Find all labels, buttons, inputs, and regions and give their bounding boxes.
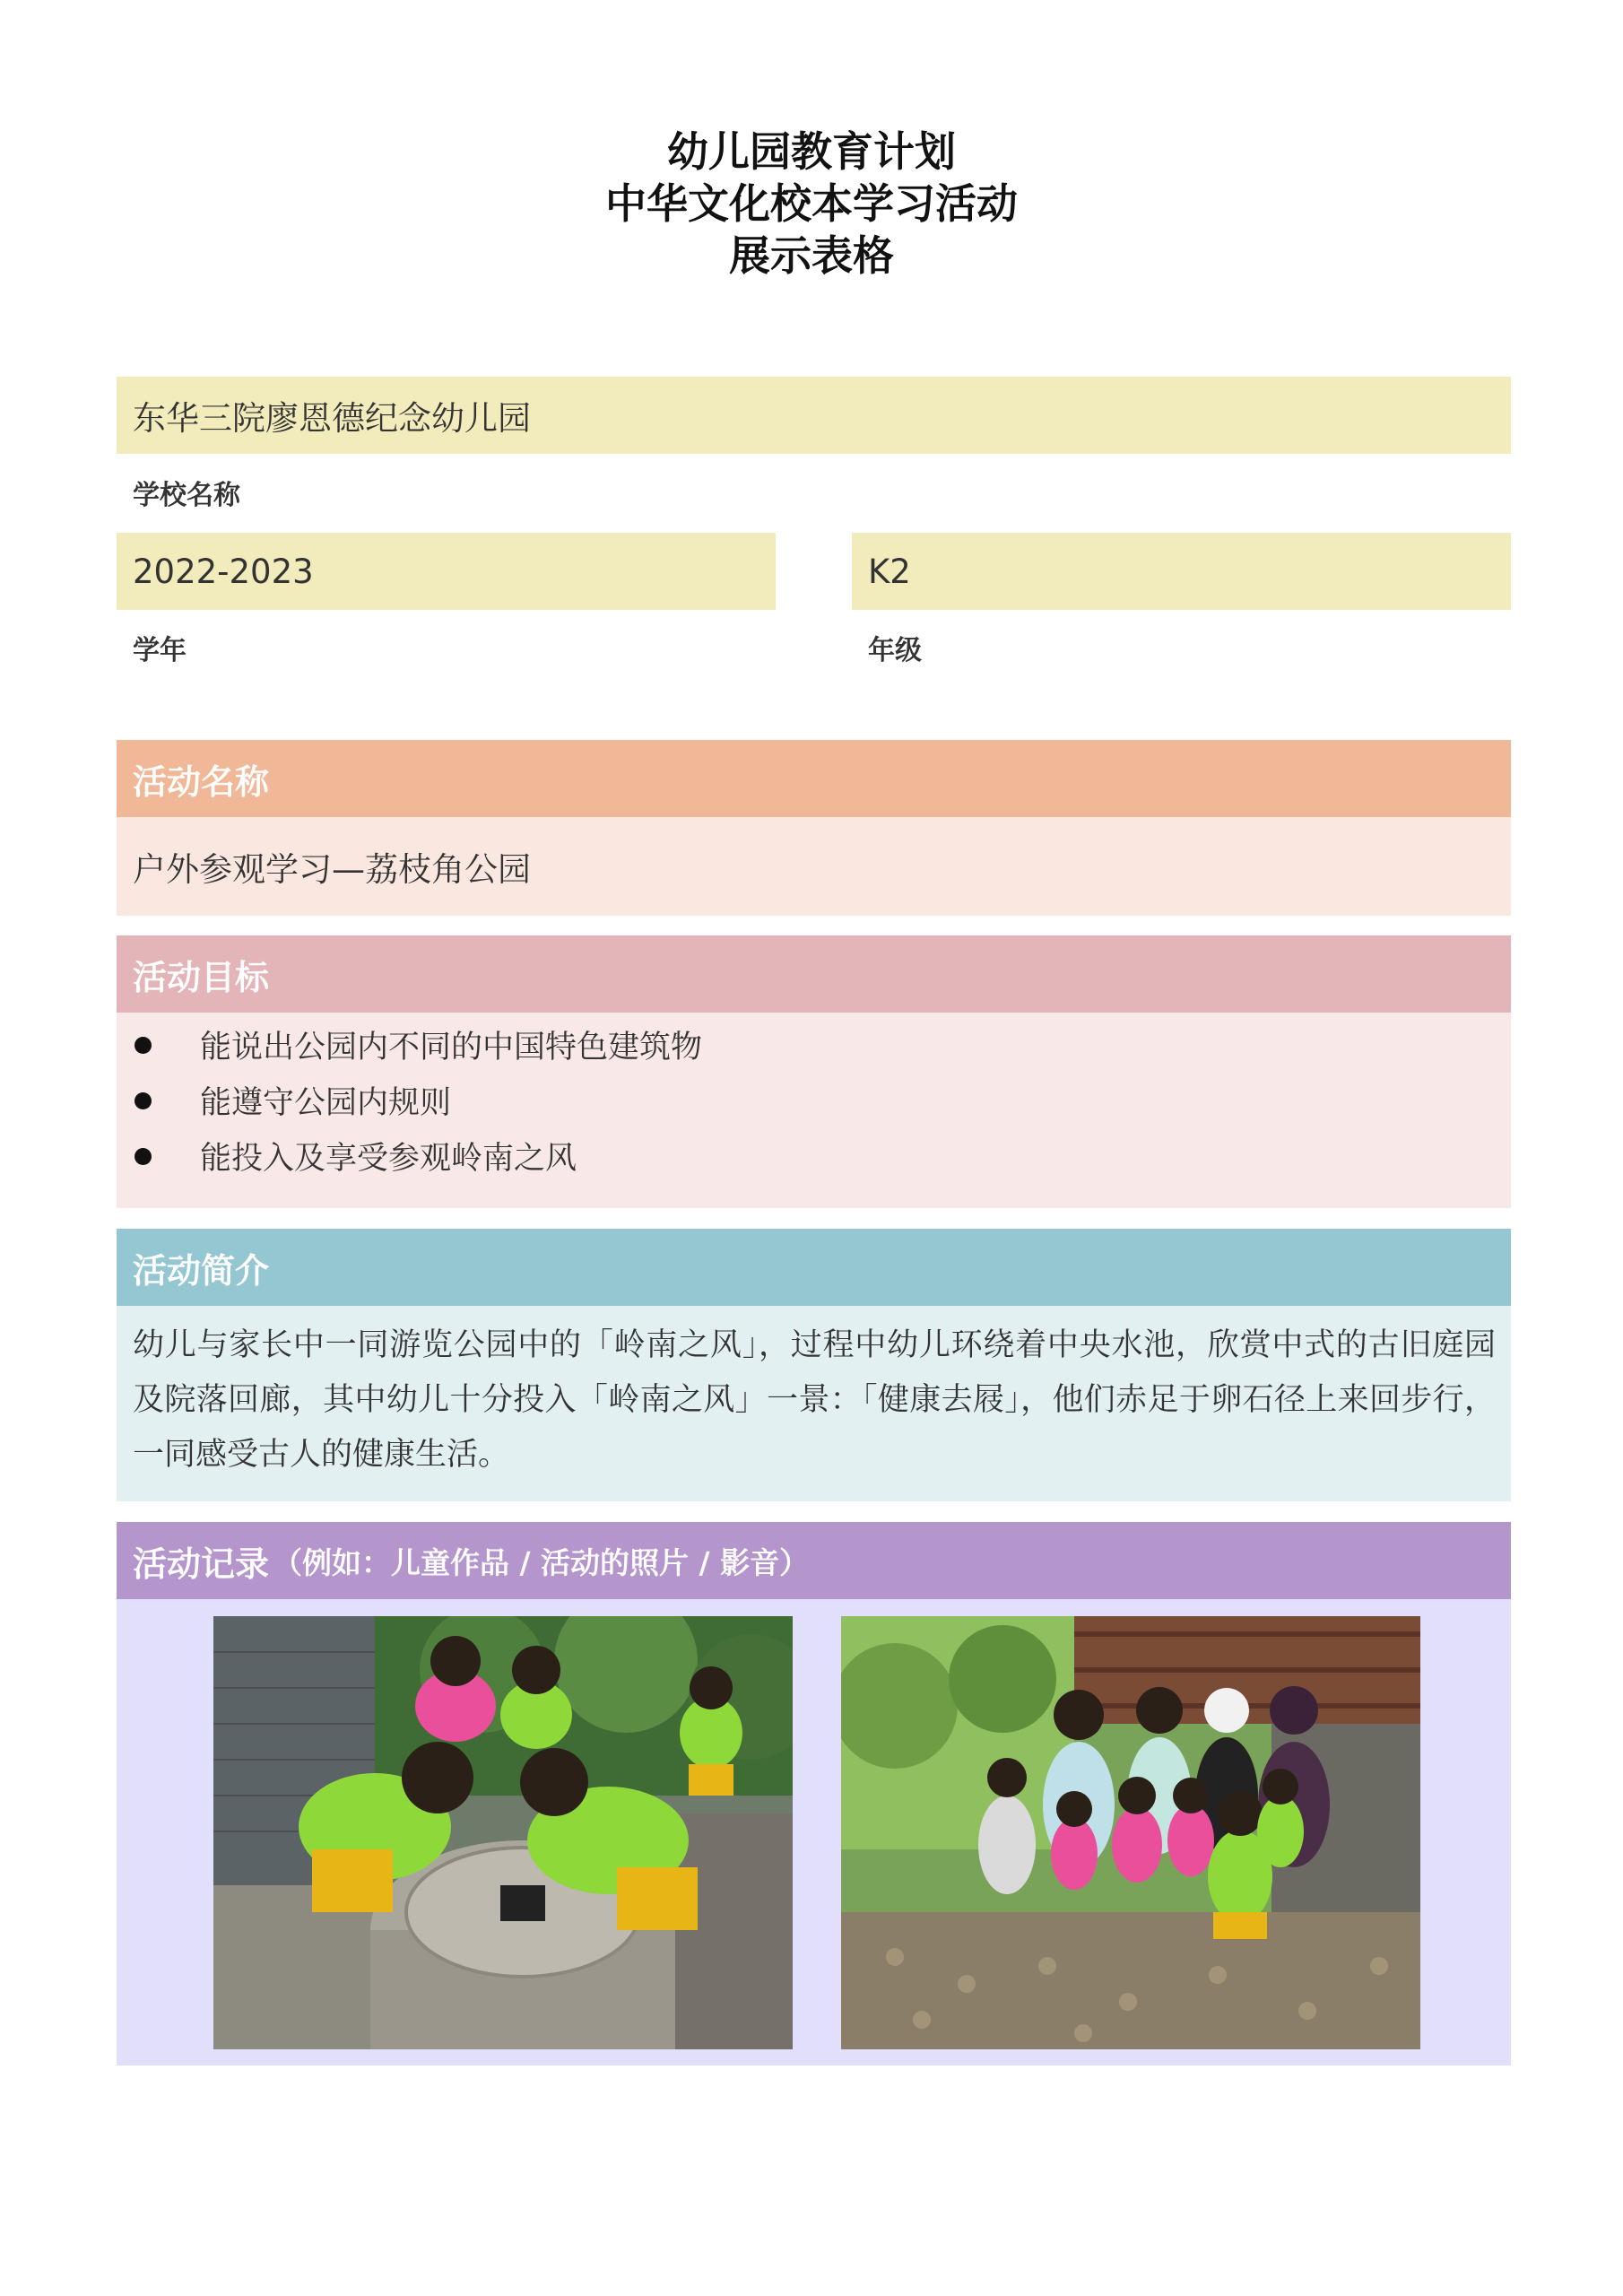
intro-body <box>117 1306 1511 1501</box>
objective-item <box>133 1074 451 1127</box>
record-heading-note: （例如：儿童作品 / 活动的照片 / 影音） <box>273 1544 810 1580</box>
title-line-1: 幼儿园教育计划 <box>667 127 956 176</box>
intro-text: 幼儿与家长中一同游览公园中的「岭南之风」，过程中幼儿环绕着中央水池，欣赏中式的古旧庭园及院落回廊，其中幼儿十分投入「岭南之风」一景：「健康去屐」，他们赤足于卵石径上来回步行，一同感受古人的健康生活。 <box>133 1327 1496 1473</box>
objective-text: 能说出公园内不同的中国特色建筑物 <box>200 1030 703 1065</box>
photo-group-image <box>841 1616 1420 2049</box>
activity-photo-group <box>841 1616 1420 2049</box>
intro-heading <box>117 1229 1511 1306</box>
record-heading-text: 活动记录 <box>133 1544 270 1584</box>
title-line-3: 展示表格 <box>729 231 894 280</box>
record-heading <box>117 1522 1511 1599</box>
objective-item <box>133 1129 577 1183</box>
title-line-2: 中华文化校本学习活动 <box>605 179 1018 228</box>
school-year-value: 2022-2023 <box>133 552 314 591</box>
school-year-label: 学年 <box>133 635 187 666</box>
objectives-heading <box>117 935 1511 1013</box>
grade-field <box>852 533 1511 610</box>
grade-label: 年级 <box>868 635 922 666</box>
school-name-label: 学校名称 <box>133 480 240 511</box>
photo-well-image <box>213 1616 793 2049</box>
school-name-value: 东华三院廖恩德纪念幼儿园 <box>133 399 531 438</box>
activity-name-heading <box>117 740 1511 817</box>
intro-heading-text: 活动简介 <box>133 1250 270 1291</box>
objective-item <box>133 1018 702 1072</box>
activity-name-heading-text: 活动名称 <box>133 761 270 802</box>
grade-value: K2 <box>868 552 911 591</box>
page-title <box>0 126 1623 282</box>
objectives-body <box>117 1013 1511 1208</box>
bullet-icon <box>135 1037 152 1054</box>
objective-text: 能投入及享受参观岭南之风 <box>200 1141 577 1177</box>
activity-name-body <box>117 817 1511 916</box>
objective-text: 能遵守公园内规则 <box>200 1085 452 1121</box>
bullet-icon <box>135 1092 152 1109</box>
school-name-field <box>117 377 1511 454</box>
bullet-icon <box>135 1148 152 1165</box>
activity-name-value: 户外参观学习—荔枝角公园 <box>133 850 531 889</box>
school-year-field <box>117 533 776 610</box>
objectives-heading-text: 活动目标 <box>133 957 270 997</box>
activity-photo-well <box>213 1616 793 2049</box>
